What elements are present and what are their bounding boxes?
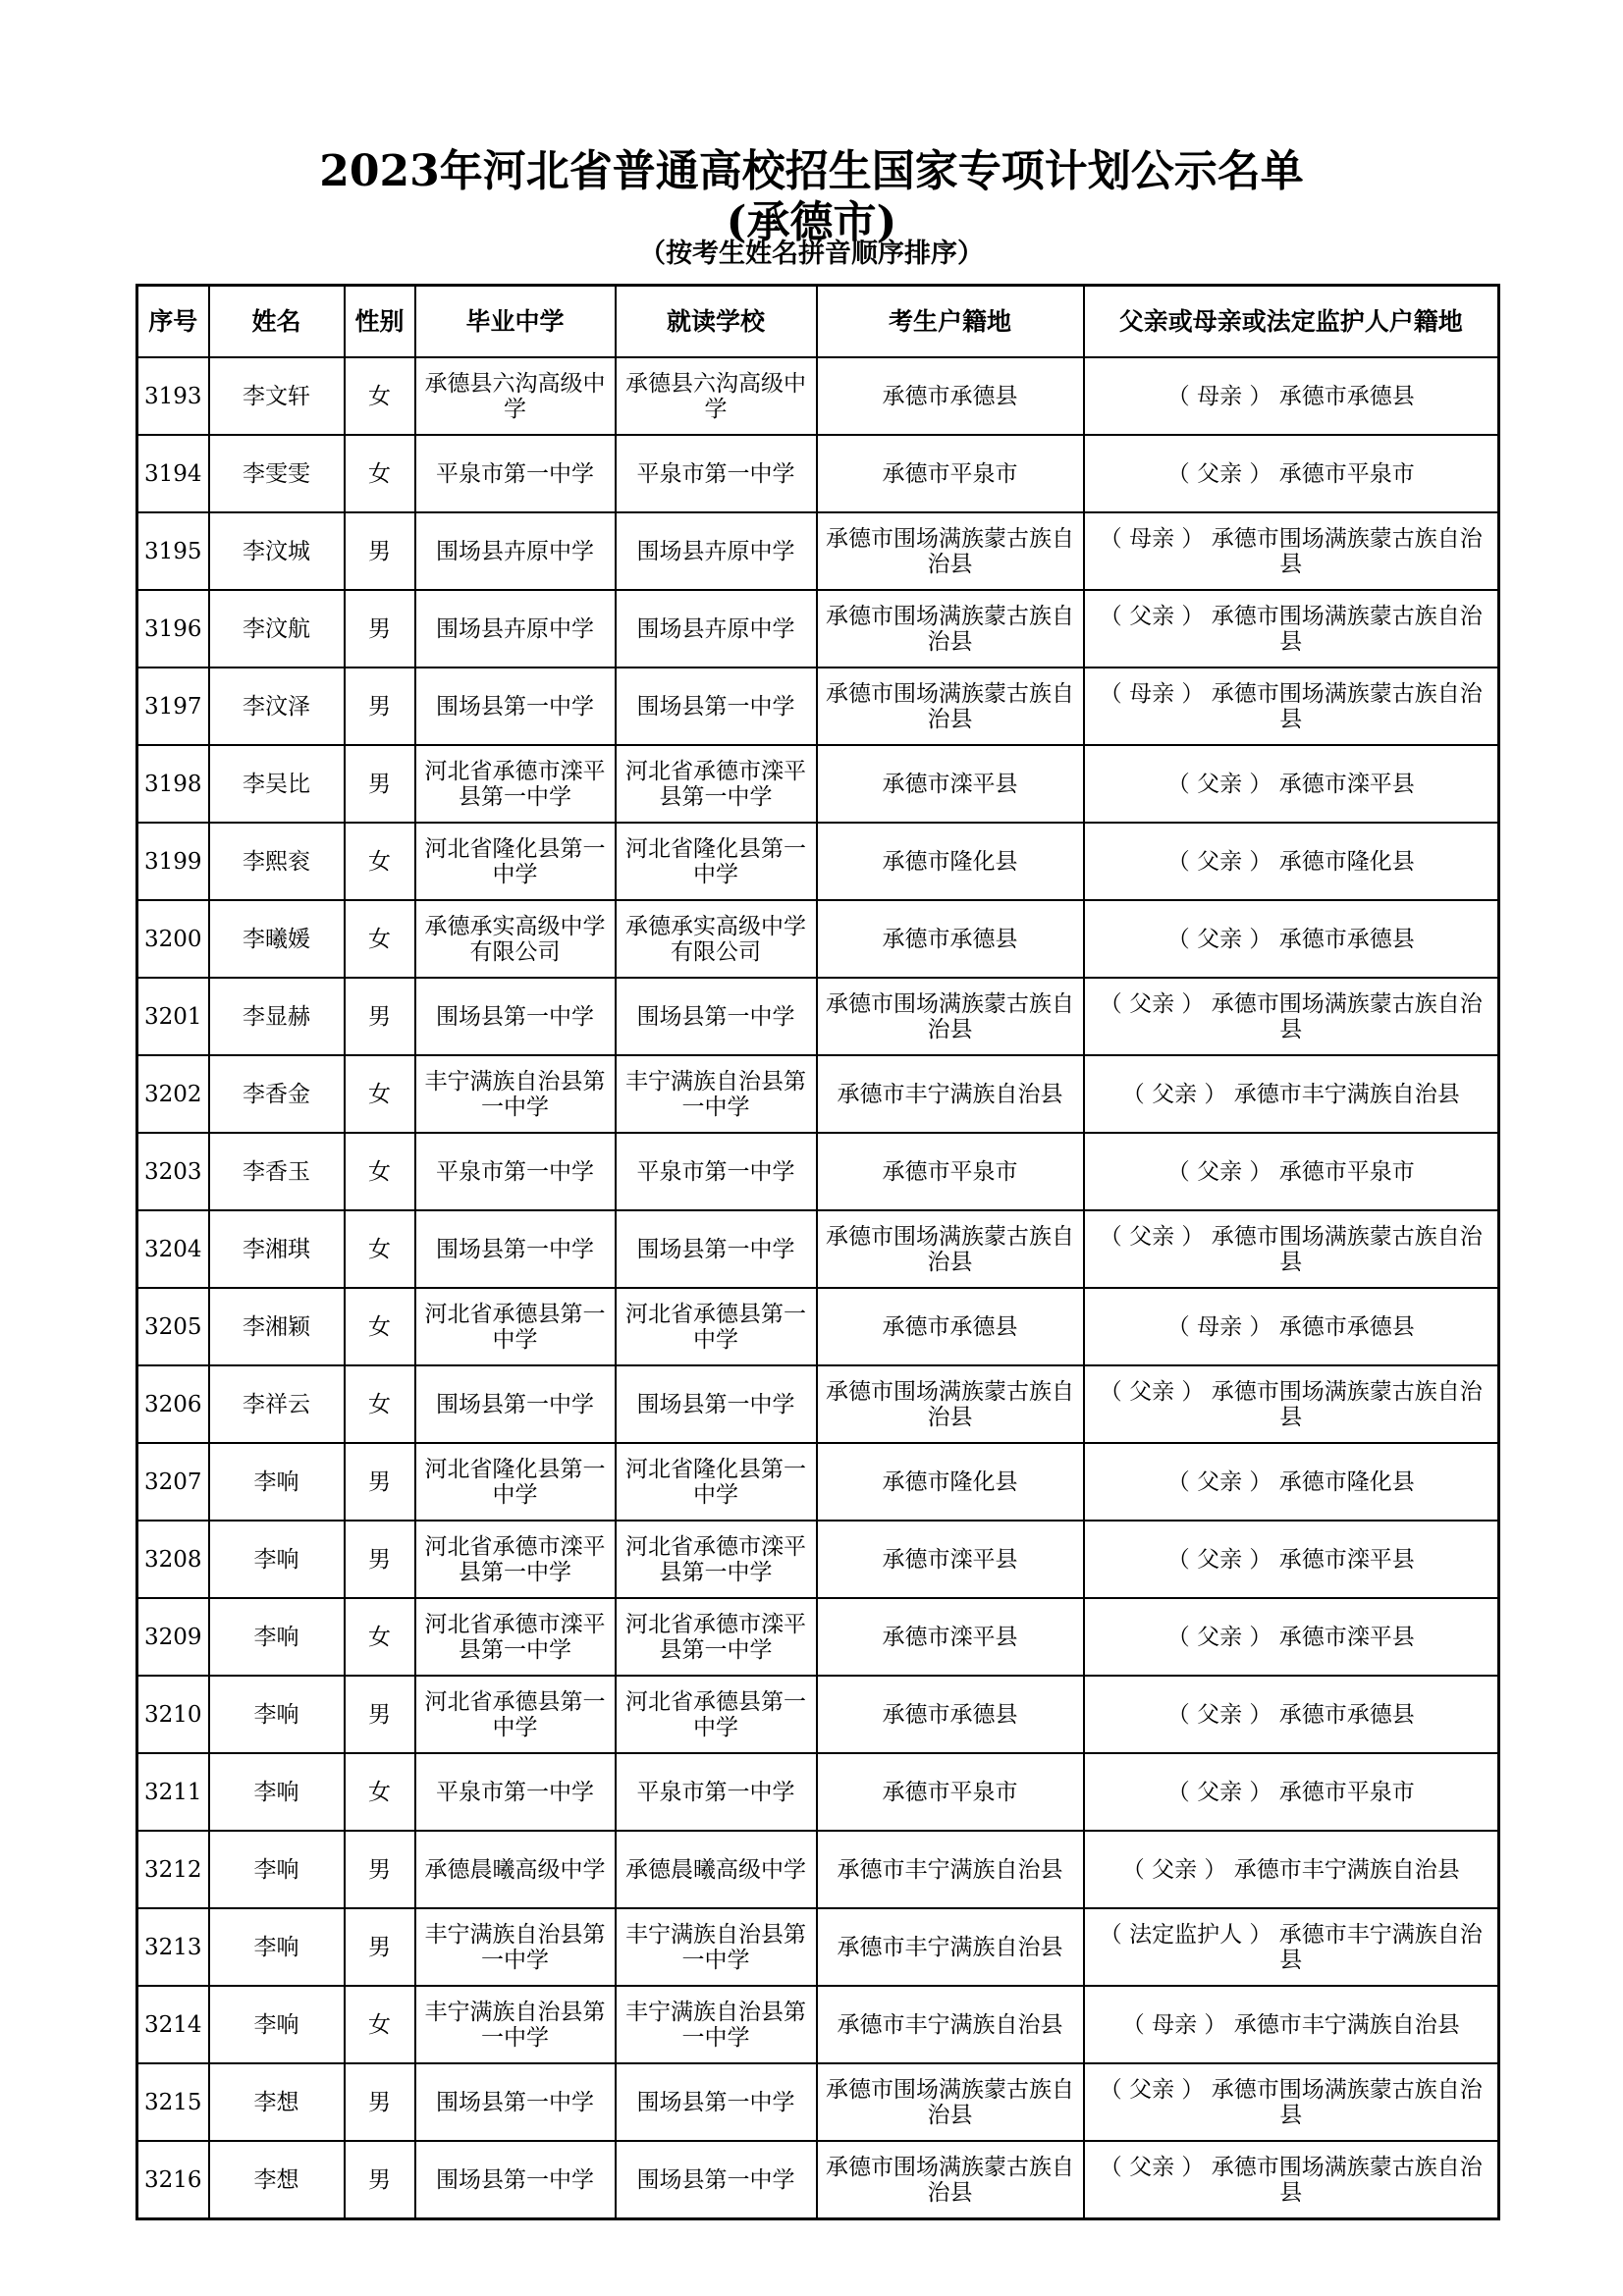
col-index-cell: 3213	[137, 1908, 209, 1986]
col-index-cell: 3199	[137, 823, 209, 900]
col-name-cell: 李雯雯	[209, 435, 345, 512]
col-student-domicile-cell: 承德市滦平县	[817, 1598, 1084, 1676]
table-row	[137, 1443, 1499, 1521]
col-guardian-domicile-cell: （ 父亲 ） 承德市承德县	[1084, 900, 1499, 978]
table-row	[137, 1288, 1499, 1365]
col-current-school-cell: 围场县第一中学	[616, 2063, 817, 2141]
col-guardian-domicile-cell: （ 父亲 ） 承德市滦平县	[1084, 1521, 1499, 1598]
col-name-cell: 李汶泽	[209, 667, 345, 745]
col-graduate-school-cell: 河北省承德市滦平县第一中学	[415, 1598, 616, 1676]
col-current-school-cell: 平泉市第一中学	[616, 1753, 817, 1831]
col-index-cell: 3193	[137, 357, 209, 435]
col-graduate-school-cell: 河北省承德市滦平县第一中学	[415, 745, 616, 823]
col-guardian-domicile-cell: （ 父亲 ） 承德市承德县	[1084, 1676, 1499, 1753]
col-gender-cell: 男	[345, 978, 415, 1055]
col-index-cell: 3210	[137, 1676, 209, 1753]
col-name-cell: 李显赫	[209, 978, 345, 1055]
col-graduate-school-cell: 围场县第一中学	[415, 2063, 616, 2141]
col-current-school-cell: 河北省隆化县第一中学	[616, 1443, 817, 1521]
col-name-cell: 李吴比	[209, 745, 345, 823]
col-name-cell: 李响	[209, 1676, 345, 1753]
col-student-domicile-cell: 承德市承德县	[817, 1676, 1084, 1753]
table-header-row	[137, 286, 1499, 358]
col-current-school-cell: 承德承实高级中学有限公司	[616, 900, 817, 978]
col-graduate-school-cell: 围场县第一中学	[415, 2141, 616, 2219]
col-name-cell: 李响	[209, 1753, 345, 1831]
table-row	[137, 667, 1499, 745]
header-col-current-school: 就读学校	[616, 286, 817, 358]
col-graduate-school-cell: 河北省承德县第一中学	[415, 1288, 616, 1365]
col-index-cell: 3201	[137, 978, 209, 1055]
col-name-cell: 李响	[209, 1908, 345, 1986]
col-current-school-cell: 围场县第一中学	[616, 1365, 817, 1443]
table-row	[137, 2063, 1499, 2141]
col-name-cell: 李汶航	[209, 590, 345, 667]
col-gender-cell: 女	[345, 357, 415, 435]
col-current-school-cell: 围场县卉原中学	[616, 512, 817, 590]
col-name-cell: 李想	[209, 2063, 345, 2141]
col-gender-cell: 女	[345, 1210, 415, 1288]
table-row	[137, 900, 1499, 978]
col-guardian-domicile-cell: （ 父亲 ） 承德市隆化县	[1084, 823, 1499, 900]
table-row	[137, 1831, 1499, 1908]
header-col-gender: 性别	[345, 286, 415, 358]
col-gender-cell: 男	[345, 1908, 415, 1986]
col-student-domicile-cell: 承德市承德县	[817, 900, 1084, 978]
col-index-cell: 3216	[137, 2141, 209, 2219]
col-gender-cell: 女	[345, 1986, 415, 2063]
col-graduate-school-cell: 围场县卉原中学	[415, 590, 616, 667]
col-name-cell: 李汶城	[209, 512, 345, 590]
col-guardian-domicile-cell: （ 父亲 ） 承德市围场满族蒙古族自治县	[1084, 1365, 1499, 1443]
col-index-cell: 3211	[137, 1753, 209, 1831]
col-student-domicile-cell: 承德市围场满族蒙古族自治县	[817, 978, 1084, 1055]
col-student-domicile-cell: 承德市滦平县	[817, 745, 1084, 823]
col-student-domicile-cell: 承德市丰宁满族自治县	[817, 1908, 1084, 1986]
col-current-school-cell: 围场县第一中学	[616, 2141, 817, 2219]
col-index-cell: 3197	[137, 667, 209, 745]
col-index-cell: 3208	[137, 1521, 209, 1598]
table-row	[137, 1908, 1499, 1986]
col-guardian-domicile-cell: （ 法定监护人 ） 承德市丰宁满族自治县	[1084, 1908, 1499, 1986]
col-gender-cell: 女	[345, 1055, 415, 1133]
col-index-cell: 3198	[137, 745, 209, 823]
col-student-domicile-cell: 承德市承德县	[817, 1288, 1084, 1365]
col-gender-cell: 男	[345, 745, 415, 823]
header-col-guardian-domicile: 父亲或母亲或法定监护人户籍地	[1084, 286, 1499, 358]
col-index-cell: 3215	[137, 2063, 209, 2141]
col-guardian-domicile-cell: （ 母亲 ） 承德市围场满族蒙古族自治县	[1084, 512, 1499, 590]
col-student-domicile-cell: 承德市围场满族蒙古族自治县	[817, 2141, 1084, 2219]
col-guardian-domicile-cell: （ 母亲 ） 承德市丰宁满族自治县	[1084, 1986, 1499, 2063]
table-body	[137, 357, 1499, 2219]
col-index-cell: 3196	[137, 590, 209, 667]
table-row	[137, 1055, 1499, 1133]
col-graduate-school-cell: 围场县第一中学	[415, 667, 616, 745]
header-col-index: 序号	[137, 286, 209, 358]
table-row	[137, 2141, 1499, 2219]
col-graduate-school-cell: 河北省承德县第一中学	[415, 1676, 616, 1753]
col-current-school-cell: 丰宁满族自治县第一中学	[616, 1908, 817, 1986]
col-graduate-school-cell: 河北省承德市滦平县第一中学	[415, 1521, 616, 1598]
col-name-cell: 李想	[209, 2141, 345, 2219]
col-current-school-cell: 河北省承德县第一中学	[616, 1676, 817, 1753]
col-gender-cell: 女	[345, 823, 415, 900]
col-gender-cell: 男	[345, 667, 415, 745]
table-row	[137, 1210, 1499, 1288]
col-guardian-domicile-cell: （ 父亲 ） 承德市围场满族蒙古族自治县	[1084, 2141, 1499, 2219]
col-student-domicile-cell: 承德市丰宁满族自治县	[817, 1831, 1084, 1908]
col-student-domicile-cell: 承德市隆化县	[817, 823, 1084, 900]
col-index-cell: 3212	[137, 1831, 209, 1908]
col-name-cell: 李响	[209, 1986, 345, 2063]
col-current-school-cell: 河北省承德市滦平县第一中学	[616, 745, 817, 823]
col-current-school-cell: 围场县第一中学	[616, 978, 817, 1055]
table-row	[137, 1365, 1499, 1443]
table-row	[137, 1598, 1499, 1676]
col-current-school-cell: 承德县六沟高级中学	[616, 357, 817, 435]
table-row	[137, 357, 1499, 435]
table-row	[137, 978, 1499, 1055]
col-gender-cell: 男	[345, 2141, 415, 2219]
header-col-student-domicile: 考生户籍地	[817, 286, 1084, 358]
col-gender-cell: 女	[345, 1753, 415, 1831]
col-student-domicile-cell: 承德市围场满族蒙古族自治县	[817, 1210, 1084, 1288]
col-graduate-school-cell: 围场县第一中学	[415, 1365, 616, 1443]
col-gender-cell: 男	[345, 2063, 415, 2141]
col-gender-cell: 男	[345, 1443, 415, 1521]
col-student-domicile-cell: 承德市丰宁满族自治县	[817, 1055, 1084, 1133]
col-name-cell: 李响	[209, 1831, 345, 1908]
table-row	[137, 1676, 1499, 1753]
admission-list-table	[135, 284, 1500, 2220]
col-current-school-cell: 河北省承德市滦平县第一中学	[616, 1521, 817, 1598]
col-guardian-domicile-cell: （ 父亲 ） 承德市平泉市	[1084, 1133, 1499, 1210]
col-guardian-domicile-cell: （ 父亲 ） 承德市围场满族蒙古族自治县	[1084, 590, 1499, 667]
col-graduate-school-cell: 河北省隆化县第一中学	[415, 1443, 616, 1521]
col-current-school-cell: 河北省承德县第一中学	[616, 1288, 817, 1365]
col-guardian-domicile-cell: （ 父亲 ） 承德市围场满族蒙古族自治县	[1084, 2063, 1499, 2141]
col-student-domicile-cell: 承德市丰宁满族自治县	[817, 1986, 1084, 2063]
col-guardian-domicile-cell: （ 父亲 ） 承德市丰宁满族自治县	[1084, 1831, 1499, 1908]
document-title: 2023年河北省普通高校招生国家专项计划公示名单	[319, 146, 1304, 196]
col-guardian-domicile-cell: （ 母亲 ） 承德市围场满族蒙古族自治县	[1084, 667, 1499, 745]
col-index-cell: 3194	[137, 435, 209, 512]
table-row	[137, 1986, 1499, 2063]
col-guardian-domicile-cell: （ 父亲 ） 承德市围场满族蒙古族自治县	[1084, 978, 1499, 1055]
col-graduate-school-cell: 平泉市第一中学	[415, 435, 616, 512]
col-graduate-school-cell: 承德晨曦高级中学	[415, 1831, 616, 1908]
col-current-school-cell: 丰宁满族自治县第一中学	[616, 1986, 817, 2063]
col-name-cell: 李熙衮	[209, 823, 345, 900]
col-graduate-school-cell: 承德县六沟高级中学	[415, 357, 616, 435]
col-gender-cell: 男	[345, 1521, 415, 1598]
col-graduate-school-cell: 围场县第一中学	[415, 978, 616, 1055]
col-name-cell: 李香金	[209, 1055, 345, 1133]
header-col-graduate-school: 毕业中学	[415, 286, 616, 358]
table-row	[137, 590, 1499, 667]
col-guardian-domicile-cell: （ 父亲 ） 承德市滦平县	[1084, 745, 1499, 823]
col-guardian-domicile-cell: （ 父亲 ） 承德市平泉市	[1084, 435, 1499, 512]
col-index-cell: 3206	[137, 1365, 209, 1443]
sort-note: （按考生姓名拼音顺序排序）	[639, 239, 984, 269]
col-student-domicile-cell: 承德市平泉市	[817, 1753, 1084, 1831]
table-row	[137, 1521, 1499, 1598]
col-guardian-domicile-cell: （ 父亲 ） 承德市丰宁满族自治县	[1084, 1055, 1499, 1133]
col-current-school-cell: 平泉市第一中学	[616, 1133, 817, 1210]
col-index-cell: 3200	[137, 900, 209, 978]
table-row	[137, 512, 1499, 590]
col-gender-cell: 女	[345, 900, 415, 978]
col-name-cell: 李湘琪	[209, 1210, 345, 1288]
col-gender-cell: 男	[345, 1676, 415, 1753]
col-index-cell: 3204	[137, 1210, 209, 1288]
col-gender-cell: 女	[345, 435, 415, 512]
col-student-domicile-cell: 承德市平泉市	[817, 1133, 1084, 1210]
col-name-cell: 李祥云	[209, 1365, 345, 1443]
col-current-school-cell: 平泉市第一中学	[616, 435, 817, 512]
col-graduate-school-cell: 平泉市第一中学	[415, 1133, 616, 1210]
table-row	[137, 435, 1499, 512]
col-current-school-cell: 围场县卉原中学	[616, 590, 817, 667]
col-current-school-cell: 河北省承德市滦平县第一中学	[616, 1598, 817, 1676]
col-current-school-cell: 围场县第一中学	[616, 667, 817, 745]
col-index-cell: 3203	[137, 1133, 209, 1210]
col-graduate-school-cell: 承德承实高级中学有限公司	[415, 900, 616, 978]
col-current-school-cell: 承德晨曦高级中学	[616, 1831, 817, 1908]
col-guardian-domicile-cell: （ 父亲 ） 承德市滦平县	[1084, 1598, 1499, 1676]
col-student-domicile-cell: 承德市围场满族蒙古族自治县	[817, 1365, 1084, 1443]
col-guardian-domicile-cell: （ 父亲 ） 承德市平泉市	[1084, 1753, 1499, 1831]
col-student-domicile-cell: 承德市围场满族蒙古族自治县	[817, 590, 1084, 667]
col-name-cell: 李湘颖	[209, 1288, 345, 1365]
col-name-cell: 李响	[209, 1598, 345, 1676]
col-student-domicile-cell: 承德市承德县	[817, 357, 1084, 435]
document-subtitle: (承德市)	[726, 197, 897, 247]
table-row	[137, 1753, 1499, 1831]
col-student-domicile-cell: 承德市围场满族蒙古族自治县	[817, 2063, 1084, 2141]
col-student-domicile-cell: 承德市围场满族蒙古族自治县	[817, 667, 1084, 745]
col-name-cell: 李香玉	[209, 1133, 345, 1210]
col-guardian-domicile-cell: （ 父亲 ） 承德市围场满族蒙古族自治县	[1084, 1210, 1499, 1288]
col-index-cell: 3195	[137, 512, 209, 590]
table-row	[137, 1133, 1499, 1210]
col-graduate-school-cell: 围场县第一中学	[415, 1210, 616, 1288]
col-gender-cell: 男	[345, 590, 415, 667]
col-name-cell: 李响	[209, 1443, 345, 1521]
col-guardian-domicile-cell: （ 母亲 ） 承德市承德县	[1084, 357, 1499, 435]
col-gender-cell: 男	[345, 512, 415, 590]
col-index-cell: 3209	[137, 1598, 209, 1676]
col-student-domicile-cell: 承德市滦平县	[817, 1521, 1084, 1598]
col-student-domicile-cell: 承德市平泉市	[817, 435, 1084, 512]
col-gender-cell: 女	[345, 1598, 415, 1676]
col-graduate-school-cell: 围场县卉原中学	[415, 512, 616, 590]
col-gender-cell: 女	[345, 1288, 415, 1365]
col-graduate-school-cell: 丰宁满族自治县第一中学	[415, 1986, 616, 2063]
col-guardian-domicile-cell: （ 父亲 ） 承德市隆化县	[1084, 1443, 1499, 1521]
col-index-cell: 3205	[137, 1288, 209, 1365]
col-gender-cell: 男	[345, 1831, 415, 1908]
col-name-cell: 李文轩	[209, 357, 345, 435]
header-col-name: 姓名	[209, 286, 345, 358]
table-row	[137, 823, 1499, 900]
col-index-cell: 3202	[137, 1055, 209, 1133]
col-student-domicile-cell: 承德市围场满族蒙古族自治县	[817, 512, 1084, 590]
col-guardian-domicile-cell: （ 母亲 ） 承德市承德县	[1084, 1288, 1499, 1365]
table-row	[137, 745, 1499, 823]
col-student-domicile-cell: 承德市隆化县	[817, 1443, 1084, 1521]
col-name-cell: 李曦媛	[209, 900, 345, 978]
col-current-school-cell: 围场县第一中学	[616, 1210, 817, 1288]
col-index-cell: 3214	[137, 1986, 209, 2063]
col-current-school-cell: 河北省隆化县第一中学	[616, 823, 817, 900]
col-name-cell: 李响	[209, 1521, 345, 1598]
col-current-school-cell: 丰宁满族自治县第一中学	[616, 1055, 817, 1133]
col-graduate-school-cell: 丰宁满族自治县第一中学	[415, 1908, 616, 1986]
col-gender-cell: 女	[345, 1133, 415, 1210]
col-graduate-school-cell: 丰宁满族自治县第一中学	[415, 1055, 616, 1133]
col-gender-cell: 女	[345, 1365, 415, 1443]
col-index-cell: 3207	[137, 1443, 209, 1521]
col-graduate-school-cell: 河北省隆化县第一中学	[415, 823, 616, 900]
col-graduate-school-cell: 平泉市第一中学	[415, 1753, 616, 1831]
